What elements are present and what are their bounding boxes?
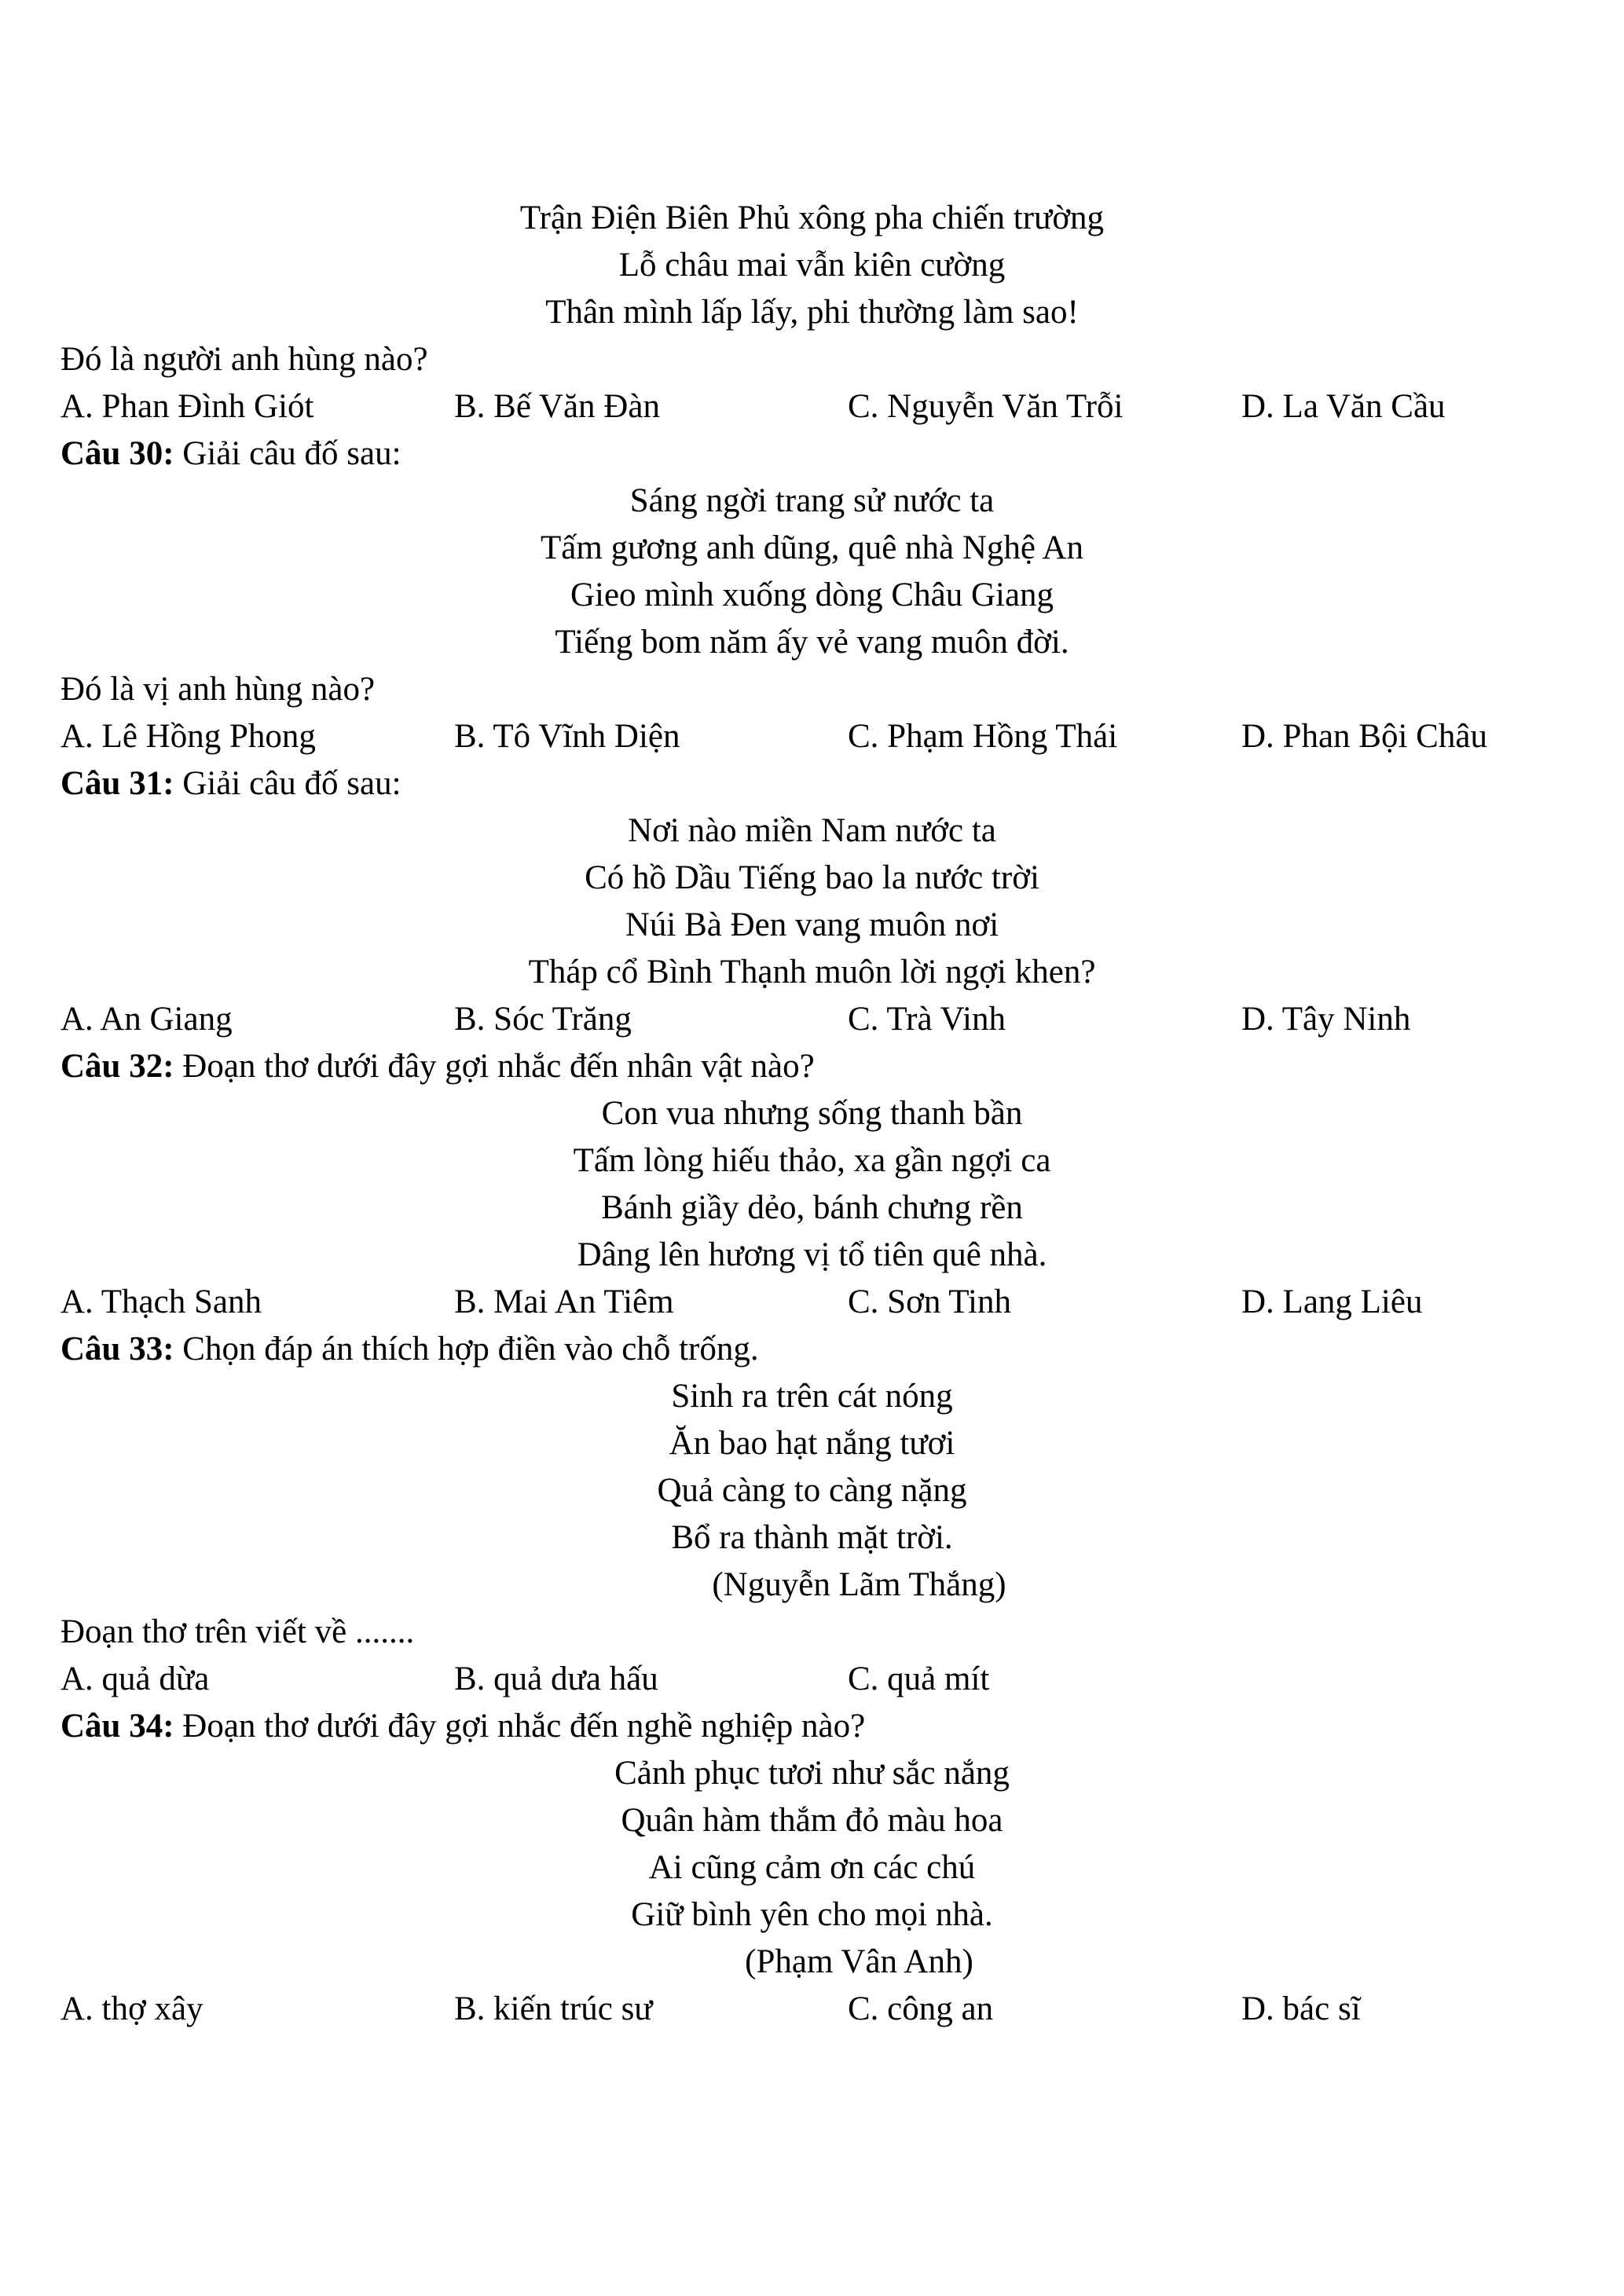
poem-line: Tấm gương anh dũng, quê nhà Nghệ An <box>541 529 1083 566</box>
option-c: C. Trà Vinh <box>848 1001 1006 1038</box>
question-prompt: Đó là vị anh hùng nào? <box>60 671 376 708</box>
question-heading <box>60 430 401 478</box>
option-a: A. thợ xây <box>60 1990 203 2027</box>
poem-line: Ai cũng cảm ơn các chú <box>648 1849 976 1886</box>
option-b: B. kiến trúc sư <box>454 1990 653 2027</box>
option-a: A. quả dừa <box>60 1661 210 1697</box>
poem-line: Tháp cổ Bình Thạnh muôn lời ngợi khen? <box>528 954 1096 991</box>
option-c: C. Nguyễn Văn Trỗi <box>848 388 1124 425</box>
poem-line: Giữ bình yên cho mọi nhà. <box>631 1896 993 1933</box>
option-a: A. Thạch Sanh <box>60 1283 262 1320</box>
poem-line: Núi Bà Đen vang muôn nơi <box>625 906 999 943</box>
poem-author: (Nguyễn Lãm Thắng) <box>712 1566 1006 1603</box>
answer-options <box>60 1656 1600 1703</box>
option-c: C. Sơn Tinh <box>848 1283 1012 1320</box>
option-d: D. Phan Bội Châu <box>1241 718 1487 755</box>
question-label: Câu 31: <box>60 765 174 802</box>
poem-line: Có hồ Dầu Tiếng bao la nước trời <box>585 859 1039 896</box>
poem-line: Gieo mình xuống dòng Châu Giang <box>570 577 1054 613</box>
option-d: D. Tây Ninh <box>1241 1001 1411 1038</box>
question-heading <box>60 1326 759 1373</box>
poem-line: Tấm lòng hiếu thảo, xa gần ngợi ca <box>573 1142 1051 1179</box>
option-a: A. Lê Hồng Phong <box>60 718 316 755</box>
question-label: Câu 30: <box>60 435 174 472</box>
option-a: A. Phan Đình Giót <box>60 388 314 425</box>
question-prompt: Đoạn thơ trên viết về ....... <box>60 1613 415 1650</box>
option-b: B. Tô Vĩnh Diện <box>454 718 680 755</box>
poem-line: Nơi nào miền Nam nước ta <box>628 812 996 849</box>
question-instruction: Giải câu đố sau: <box>174 435 401 472</box>
poem-line: Sinh ra trên cát nóng <box>671 1378 953 1415</box>
answer-options <box>60 996 1600 1043</box>
question-heading <box>60 1703 865 1750</box>
option-b: B. Bế Văn Đàn <box>454 388 660 425</box>
question-instruction: Chọn đáp án thích hợp điền vào chỗ trống. <box>174 1331 759 1368</box>
question-label: Câu 32: <box>60 1048 174 1085</box>
poem-line: Trận Điện Biên Phủ xông pha chiến trường <box>519 200 1105 236</box>
option-d: D. Lang Liêu <box>1241 1283 1423 1320</box>
poem-line: Dâng lên hương vị tổ tiên quê nhà. <box>577 1236 1047 1273</box>
poem-line: Con vua nhưng sống thanh bần <box>601 1095 1023 1132</box>
question-label: Câu 33: <box>60 1331 174 1368</box>
option-a: A. An Giang <box>60 1001 233 1038</box>
answer-options <box>60 713 1600 760</box>
poem-line: Sáng ngời trang sử nước ta <box>629 482 995 519</box>
option-d: D. bác sĩ <box>1241 1990 1361 2027</box>
poem-line: Quân hàm thắm đỏ màu hoa <box>621 1802 1003 1839</box>
option-c: C. quả mít <box>848 1661 990 1697</box>
question-instruction: Giải câu đố sau: <box>174 765 401 802</box>
poem-line: Thân mình lấp lấy, phi thường làm sao! <box>545 294 1079 331</box>
question-instruction: Đoạn thơ dưới đây gợi nhắc đến nhân vật nào? <box>174 1048 815 1085</box>
poem-author: (Phạm Vân Anh) <box>745 1943 973 1980</box>
poem-line: Bánh giầy dẻo, bánh chưng rền <box>601 1189 1023 1226</box>
poem-line: Lỗ châu mai vẫn kiên cường <box>618 247 1006 284</box>
option-b: B. Sóc Trăng <box>454 1001 632 1038</box>
option-c: C. công an <box>848 1990 994 2027</box>
answer-options <box>60 383 1600 430</box>
question-prompt: Đó là người anh hùng nào? <box>60 341 428 378</box>
answer-options <box>60 1986 1600 2033</box>
option-c: C. Phạm Hồng Thái <box>848 718 1118 755</box>
question-heading <box>60 1043 815 1090</box>
question-label: Câu 34: <box>60 1708 174 1745</box>
poem-line: Bổ ra thành mặt trời. <box>671 1519 953 1556</box>
question-heading <box>60 760 401 807</box>
poem-line: Quả càng to càng nặng <box>657 1472 967 1509</box>
poem-line: Cảnh phục tươi như sắc nắng <box>614 1755 1010 1792</box>
option-b: B. quả dưa hấu <box>454 1661 658 1697</box>
option-d: D. La Văn Cầu <box>1241 388 1446 425</box>
question-instruction: Đoạn thơ dưới đây gợi nhắc đến nghề nghiệp nào? <box>174 1708 866 1745</box>
answer-options <box>60 1279 1600 1326</box>
option-b: B. Mai An Tiêm <box>454 1283 674 1320</box>
poem-line: Tiếng bom năm ấy vẻ vang muôn đời. <box>555 624 1069 661</box>
poem-line: Ăn bao hạt nắng tươi <box>669 1425 955 1462</box>
